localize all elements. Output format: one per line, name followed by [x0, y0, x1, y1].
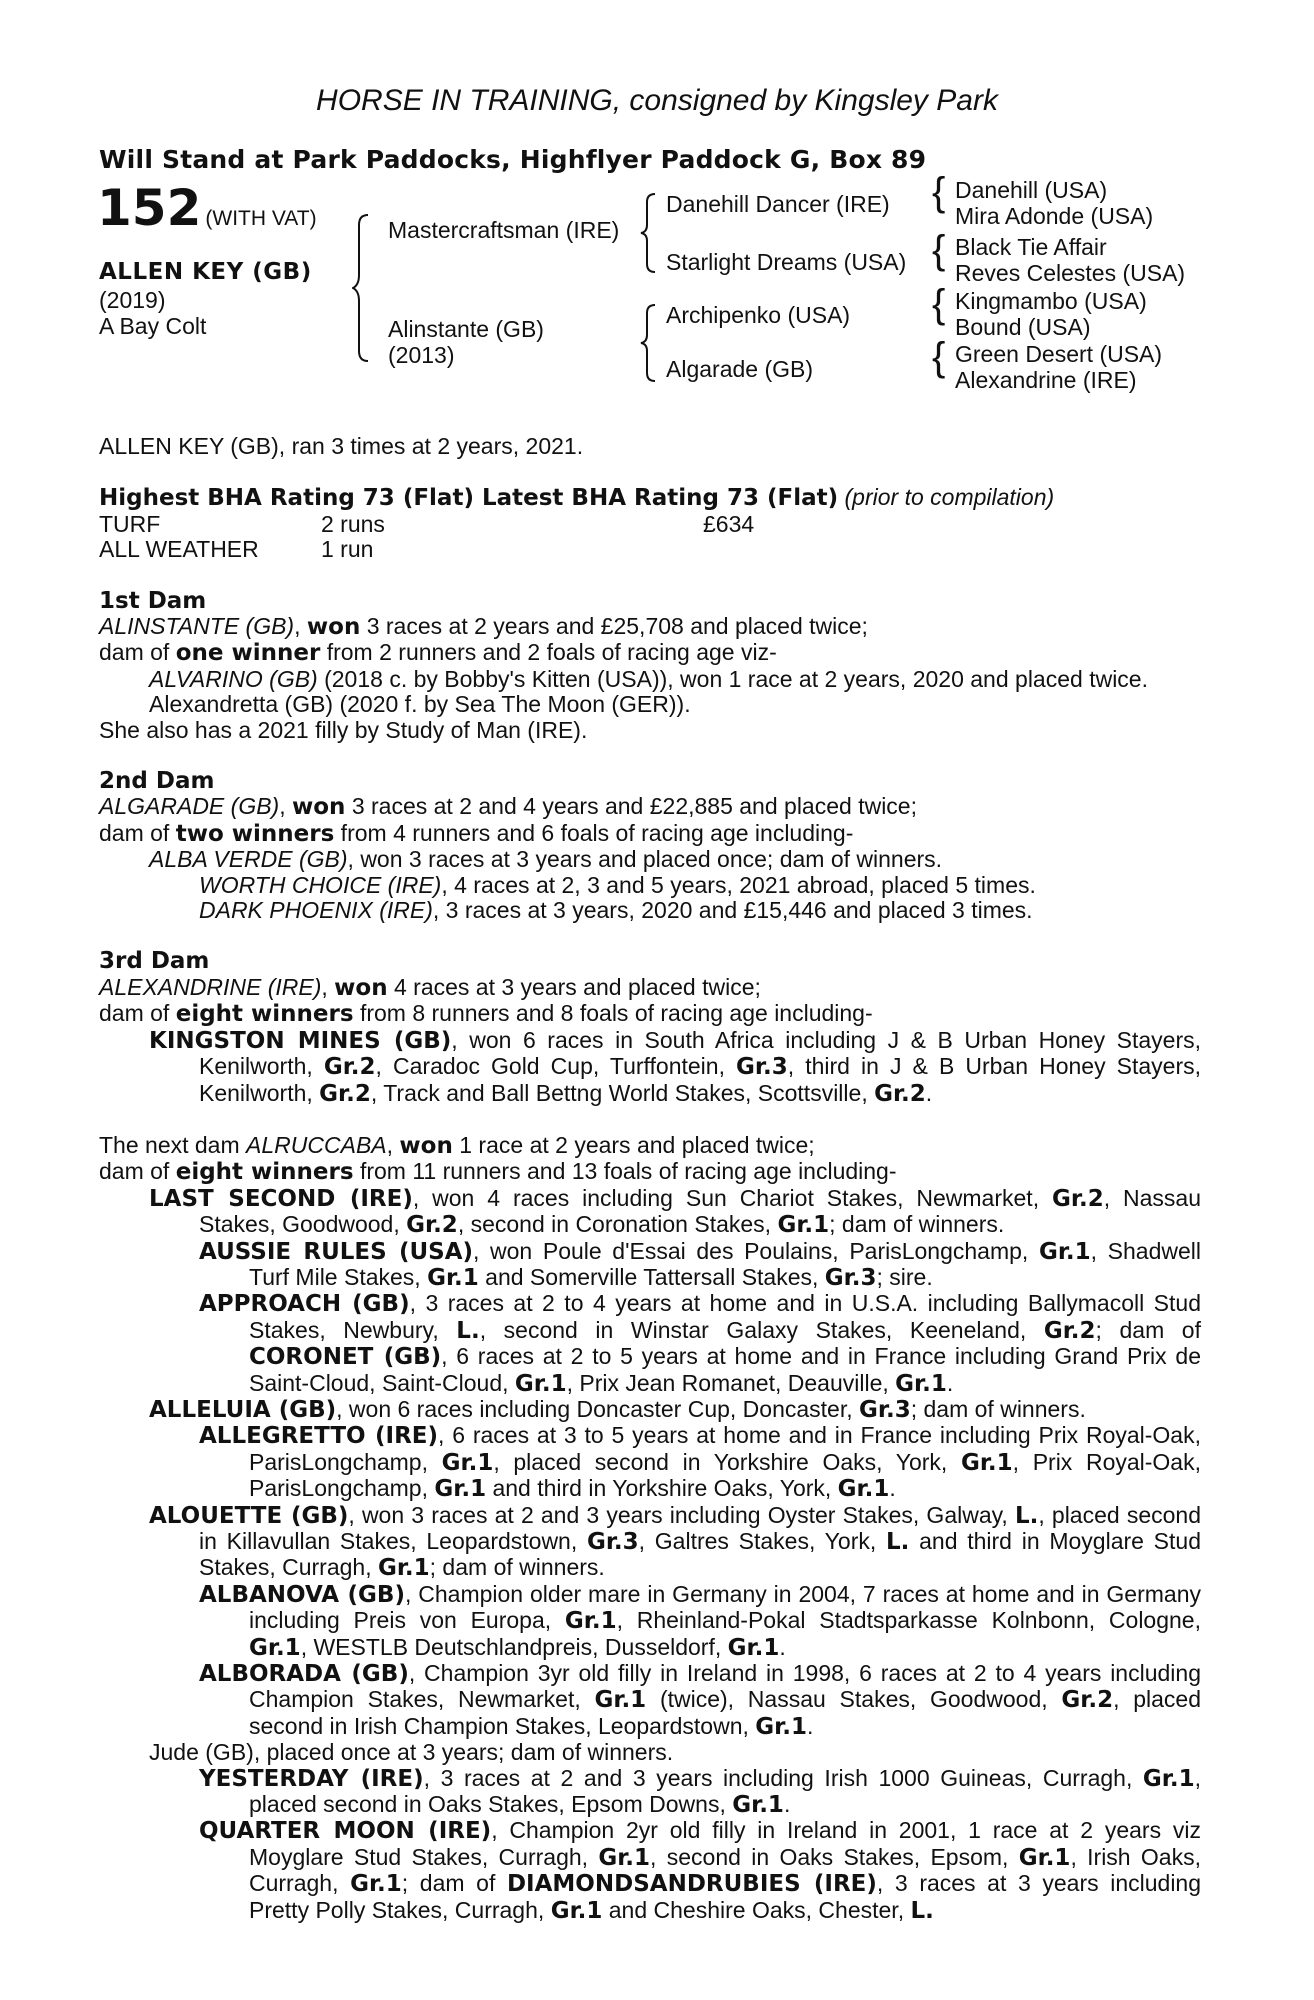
pedigree-gen3-8: Alexandrine (IRE) [955, 367, 1137, 393]
racing-summary: ALLEN KEY (GB), ran 3 times at 2 years, 2021. [99, 433, 584, 459]
horse-description: A Bay Colt [99, 313, 207, 339]
third-dam-kingston-mines: KINGSTON MINES (GB), won 6 races in South Africa including J & B Urban Honey Stayers, Kenilworth, Gr.2, Caradoc Gold Cup, Turffontein, Gr.3, third in J & B Urban Honey Stayers, Kenilworth, Gr.2, Track and Ball Bettng World Stakes, Scottsville, Gr.2. [149, 1026, 1202, 1107]
pedigree-dam: Alinstante (GB) [388, 316, 544, 342]
aw-label: ALL WEATHER [99, 536, 259, 563]
pedigree-gen3-7: Green Desert (USA) [955, 341, 1163, 367]
turf-runs: 2 runs [321, 510, 385, 537]
stand-location: Will Stand at Park Paddocks, Highflyer Paddock G, Box 89 [99, 145, 927, 174]
pedigree-sire: Mastercraftsman (IRE) [388, 217, 620, 243]
entry-alouette: ALOUETTE (GB), won 3 races at 2 and 3 years including Oyster Stakes, Galway, L., placed second in Killavullan Stakes, Leopardstown, Gr.3, Galtres Stakes, York, L. and third in Moyglare Stud Stakes, Curragh, Gr.1; dam of winners. [149, 1501, 1201, 1582]
horse-year: (2019) [99, 287, 166, 313]
entry-albanova: ALBANOVA (GB), Champion older mare in Germany in 2004, 7 races at home and in Germany including Preis von Europa, Gr.1, Rheinland-Pokal Stadtsparkasse Kolnbonn, Cologne, Gr.1, WESTLB Deutschlandpreis, Dusseldorf, Gr.1. [199, 1580, 1201, 1661]
first-dam-offspring-2: Alexandretta (GB) (2020 f. by Sea The Moon (GER)). [149, 691, 691, 718]
pedigree-gen3-2: Mira Adonde (USA) [955, 203, 1154, 229]
first-dam-offspring-1: ALVARINO (GB) (2018 c. by Bobby's Kitten (USA)), won 1 race at 2 years, 2020 and placed twice. [149, 665, 1148, 692]
brace-g3-2: { [932, 228, 946, 272]
lot-number-block [97, 179, 317, 237]
turf-earnings: £634 [703, 510, 755, 537]
pedigree-gen3-5: Kingmambo (USA) [955, 288, 1147, 314]
third-dam-line2: dam of eight winners from 8 runners and 8 foals of racing age including- [99, 1000, 873, 1028]
entry-quarter-moon: QUARTER MOON (IRE), Champion 2yr old filly in Ireland in 2001, 1 race at 2 years viz Moyglare Stud Stakes, Curragh, Gr.1, second in Oaks Stakes, Epsom, Gr.1, Irish Oaks, Curragh, Gr.1; dam of DIAMONDSANDRUBIES (IRE), 3 races at 3 years including Pretty Polly Stakes, Curragh, Gr.1 and Cheshire Oaks, Chester, L. [199, 1817, 1202, 1924]
page-title: HORSE IN TRAINING, consigned by Kingsley Park [316, 84, 998, 117]
third-dam-heading: 3rd Dam [99, 948, 210, 975]
second-dam-heading: 2nd Dam [99, 768, 215, 795]
first-dam-line1: ALINSTANTE (GB), won 3 races at 2 years and £25,708 and placed twice; [99, 613, 868, 640]
pedigree-brace-sire [640, 192, 658, 274]
pedigree-dam-year: (2013) [388, 342, 455, 368]
rating-note: (prior to compilation) [844, 484, 1055, 511]
pedigree-dam-dam: Algarade (GB) [666, 356, 814, 382]
entry-alborada: ALBORADA (GB), Champion 3yr old filly in Ireland in 1998, 6 races at 2 to 4 years including Champion Stakes, Newmarket, Gr.1 (twice), Nassau Stakes, Goodwood, Gr.2, placed second in Irish Champion Stakes, Leopardstown, Gr.1. [199, 1660, 1201, 1740]
all-weather-row [99, 537, 1201, 562]
pedigree-gen3-1: Danehill (USA) [955, 177, 1108, 203]
entry-aussie-rules: AUSSIE RULES (USA), won Poule d'Essai des Poulains, ParisLongchamp, Gr.1, Shadwell Turf Mile Stakes, Gr.1 and Somerville Tattersall Stakes, Gr.3; sire. [199, 1237, 1201, 1291]
pedigree-brace-main [352, 213, 372, 363]
next-dam-line1: The next dam ALRUCCABA, won 1 race at 2 years and placed twice; [99, 1131, 815, 1159]
third-dam-line1: ALEXANDRINE (IRE), won 4 races at 3 years and placed twice; [99, 973, 761, 1001]
turf-label: TURF [99, 510, 161, 537]
catalogue-body [99, 434, 1201, 1924]
second-dam-line2: dam of two winners from 4 runners and 6 foals of racing age including- [99, 819, 854, 847]
pedigree-sire-dam: Starlight Dreams (USA) [666, 249, 907, 275]
pedigree-brace-dam [640, 303, 658, 383]
second-dam-grand-2: DARK PHOENIX (IRE), 3 races at 3 years, 2020 and £15,446 and placed 3 times. [199, 897, 1033, 924]
entry-approach: APPROACH (GB), 3 races at 2 to 4 years at home and in U.S.A. including Ballymacoll Stud Stakes, Newbury, L., second in Winstar Galaxy Stakes, Keeneland, Gr.2; dam of CORONET (GB), 6 races at 2 to 5 years at home and in France including Grand Prix de Saint-Cloud, Saint-Cloud, Gr.1, Prix Jean Romanet, Deauville, Gr.1. [199, 1290, 1201, 1397]
pedigree-dam-sire: Archipenko (USA) [666, 302, 851, 328]
horse-name: ALLEN KEY (GB) [99, 259, 312, 285]
aw-runs: 1 run [321, 536, 374, 563]
second-dam-grand-1: WORTH CHOICE (IRE), 4 races at 2, 3 and 5 years, 2021 abroad, placed 5 times. [199, 871, 1036, 898]
first-dam-line2: dam of one winner from 2 runners and 2 foals of racing age viz- [99, 639, 777, 667]
rating-line [99, 485, 1201, 511]
vat-note: (WITH VAT) [205, 207, 317, 230]
brace-g3-4: { [932, 335, 946, 379]
pedigree-gen3-4: Reves Celestes (USA) [955, 260, 1186, 286]
first-dam-name: ALINSTANTE (GB) [99, 613, 295, 639]
turf-row [99, 512, 1201, 537]
entry-yesterday: YESTERDAY (IRE), 3 races at 2 and 3 years including Irish 1000 Guineas, Curragh, Gr.1, placed second in Oaks Stakes, Epsom Downs, Gr.1. [199, 1764, 1201, 1819]
next-dam-line2: dam of eight winners from 11 runners and 13 foals of racing age including- [99, 1158, 897, 1186]
entry-last-second: LAST SECOND (IRE), won 4 races including Sun Chariot Stakes, Newmarket, Gr.2, Nassau Stakes, Goodwood, Gr.2, second in Coronation Stakes, Gr.1; dam of winners. [149, 1184, 1201, 1239]
pedigree-gen3-6: Bound (USA) [955, 314, 1091, 340]
rating-text: Highest BHA Rating 73 (Flat) Latest BHA Rating 73 (Flat) [99, 485, 839, 512]
entry-jude: Jude (GB), placed once at 3 years; dam of winners. [149, 1739, 674, 1766]
lot-number: 152 [97, 179, 202, 237]
pedigree-sire-sire: Danehill Dancer (IRE) [666, 191, 890, 217]
second-dam-line1: ALGARADE (GB), won 3 races at 2 and 4 years and £22,885 and placed twice; [99, 793, 917, 821]
second-dam-offspring-1: ALBA VERDE (GB), won 3 races at 3 years and placed once; dam of winners. [149, 846, 943, 873]
pedigree-gen3-3: Black Tie Affair [955, 234, 1107, 260]
brace-g3-3: { [932, 282, 946, 326]
brace-g3-1: { [932, 170, 946, 214]
entry-alleluia: ALLELUIA (GB), won 6 races including Doncaster Cup, Doncaster, Gr.3; dam of winners. [149, 1395, 1086, 1423]
entry-allegretto: ALLEGRETTO (IRE), 6 races at 3 to 5 years at home and in France including Prix Royal-Oak, ParisLongchamp, Gr.1, placed second in Yorkshire Oaks, York, Gr.1, Prix Royal-Oak, ParisLongchamp, Gr.1 and third in Yorkshire Oaks, York, Gr.1. [199, 1422, 1201, 1503]
first-dam-heading: 1st Dam [99, 587, 207, 614]
first-dam-also: She also has a 2021 filly by Study of Man (IRE). [99, 716, 588, 743]
